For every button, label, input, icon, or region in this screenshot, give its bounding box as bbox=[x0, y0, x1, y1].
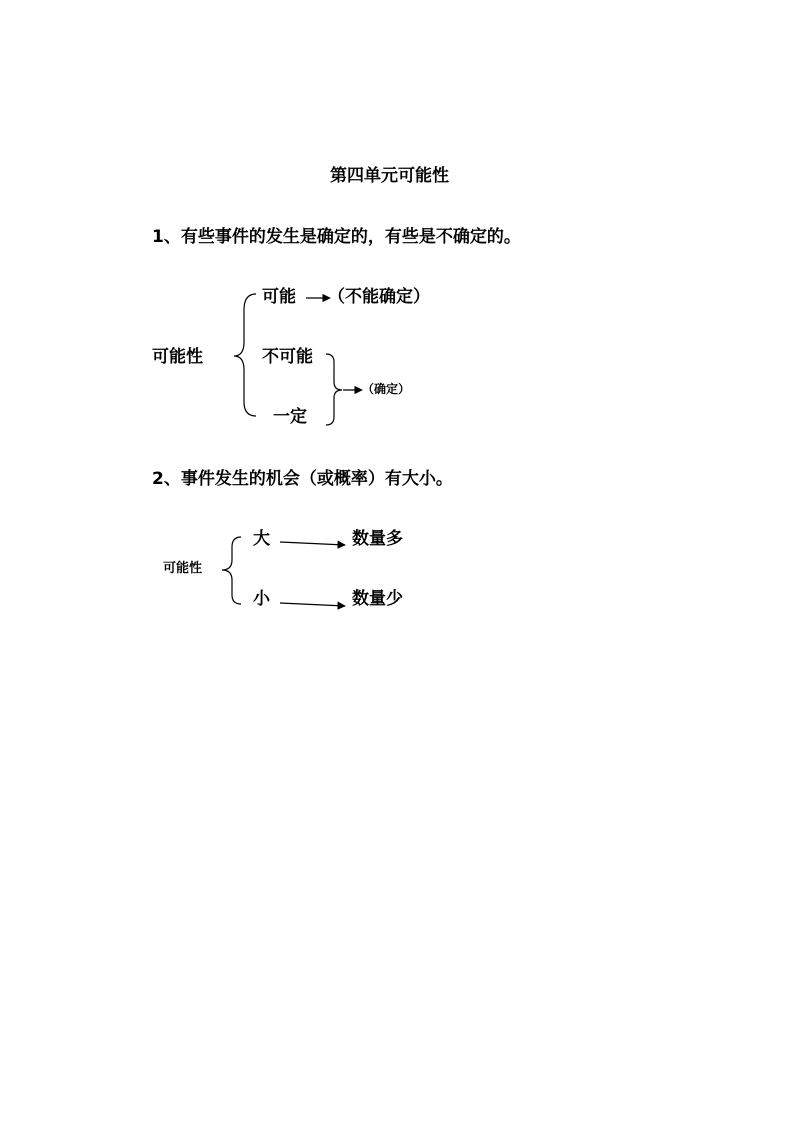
diagram1-root-label: 可能性 bbox=[152, 347, 203, 367]
page-title: 第四单元可能性 bbox=[330, 166, 449, 186]
point-1-text: 1、有些事件的发生是确定的，有些是不确定的。 bbox=[152, 227, 521, 247]
diagram2-big-result-label: 数量多 bbox=[352, 529, 403, 549]
diagram2-big-arrow bbox=[280, 542, 345, 545]
diagram1-certain-result-label: （确定） bbox=[362, 382, 411, 396]
diagram2-root-label: 可能性 bbox=[163, 561, 203, 576]
diagram1-possible-label: 可能 bbox=[262, 287, 296, 307]
diagram2-left-brace bbox=[222, 537, 241, 604]
point-2-text: 2、事件发生的机会（或概率）有大小。 bbox=[152, 469, 453, 489]
diagram1-uncertain-label: （不能确定） bbox=[328, 287, 430, 307]
diagram1-impossible-label: 不可能 bbox=[262, 347, 313, 367]
diagram1-certain-label: 一定 bbox=[273, 407, 307, 427]
diagram1-left-brace bbox=[234, 294, 256, 416]
diagram1-right-brace bbox=[326, 354, 342, 425]
diagram2-big-label: 大 bbox=[253, 529, 270, 549]
diagram2-small-label: 小 bbox=[253, 589, 270, 609]
diagram2-small-result-label: 数量少 bbox=[352, 589, 403, 609]
diagram2-small-arrow bbox=[280, 603, 345, 606]
